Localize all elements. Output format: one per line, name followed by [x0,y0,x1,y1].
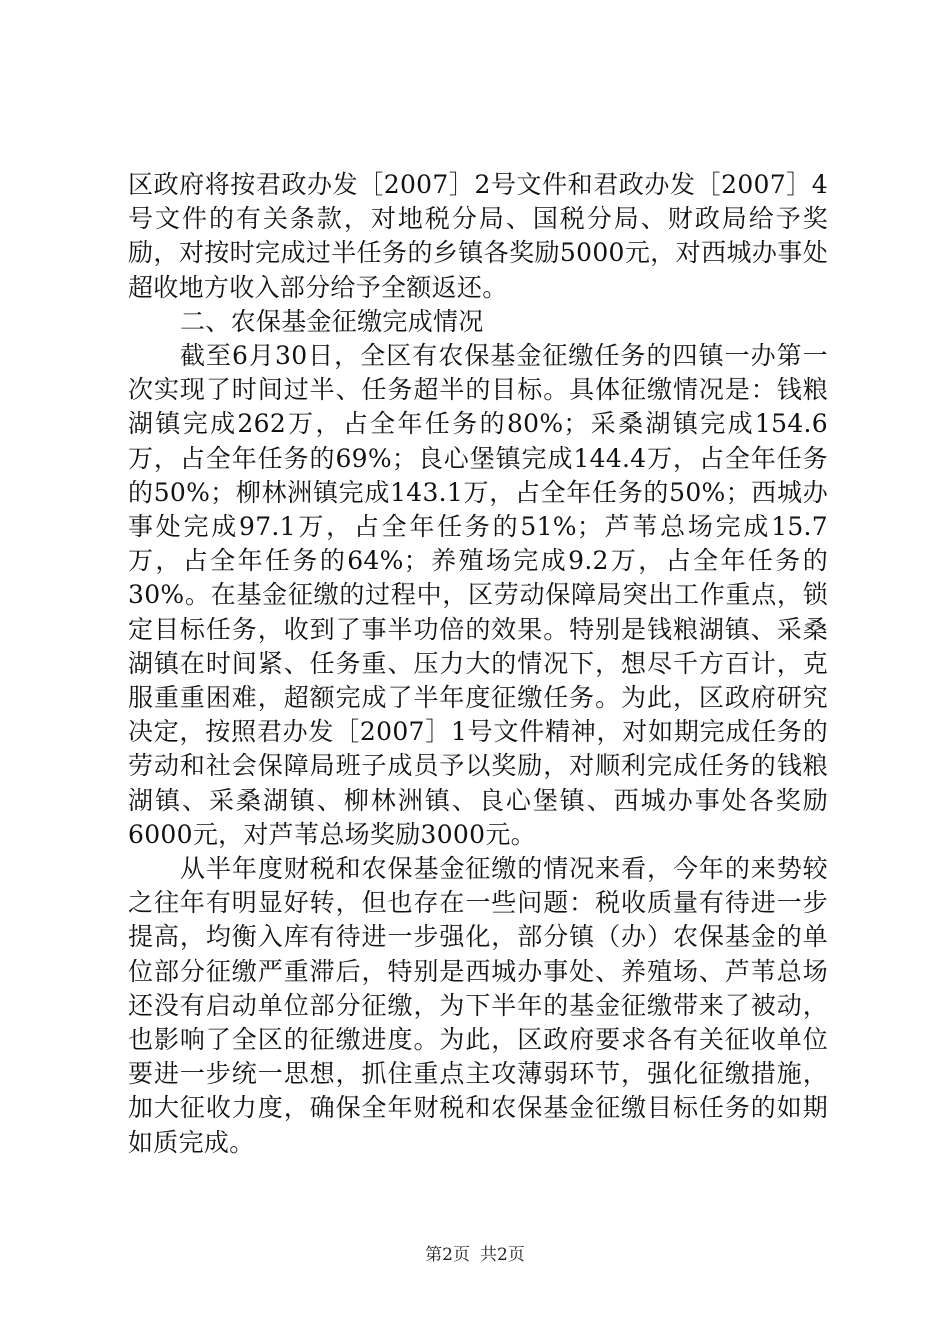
page-number: 第2页 [425,1245,470,1265]
paragraph-collection-details: 截至6月30日，全区有农保基金征缴任务的四镇一办第一次实现了时间过半、任务超半的目标。具体征缴情况是：钱粮湖镇完成262万，占全年任务的80%；采桑湖镇完成154.6万，占全年任务的69%；良心堡镇完成144.4万，占全年任务的50%；柳林洲镇完成143.1万，占全年任务的50%；西城办事处完成97.1万，占全年任务的51%；芦苇总场完成15.7万，占全年任务的64%；养殖场完成9.2万，占全年任务的30%。在基金征缴的过程中，区劳动保障局突出工作重点，锁定目标任务，收到了事半功倍的效果。特别是钱粮湖镇、采桑湖镇在时间紧、任务重、压力大的情况下，想尽千方百计，克服重重困难，超额完成了半年度征缴任务。为此，区政府研究决定，按照君办发［2007］1号文件精神，对如期完成任务的劳动和社会保障局班子成员予以奖励，对顺利完成任务的钱粮湖镇、采桑湖镇、柳林洲镇、良心堡镇、西城办事处各奖励6000元，对芦苇总场奖励3000元。 [128,341,828,849]
paragraph-issues-and-requirements: 从半年度财税和农保基金征缴的情况来看，今年的来势较之往年有明显好转，但也存在一些问题：税收质量有待进一步提高，均衡入库有待进一步强化，部分镇（办）农保基金的单位部分征缴严重滞后，特别是西城办事处、养殖场、芦苇总场还没有启动单位部分征缴，为下半年的基金征缴带来了被动，也影响了全区的征缴进度。为此，区政府要求各有关征收单位要进一步统一思想，抓住重点主攻薄弱环节，强化征缴措施，加大征收力度，确保全年财税和农保基金征缴目标任务的如期如质完成。 [128,854,828,1157]
section-heading-pension-fund: 二、农保基金征缴完成情况 [180,306,484,336]
page-total: 共2页 [480,1245,525,1265]
page-footer [0,1244,950,1266]
document-body [128,168,828,1160]
paragraph-reward-policy: 区政府将按君政办发［2007］2号文件和君政办发［2007］4号文件的有关条款，对地税分局、国税分局、财政局给予奖励，对按时完成过半任务的乡镇各奖励5000元，对西城办事处超收地方收入部分给予全额返还。 [128,170,828,302]
